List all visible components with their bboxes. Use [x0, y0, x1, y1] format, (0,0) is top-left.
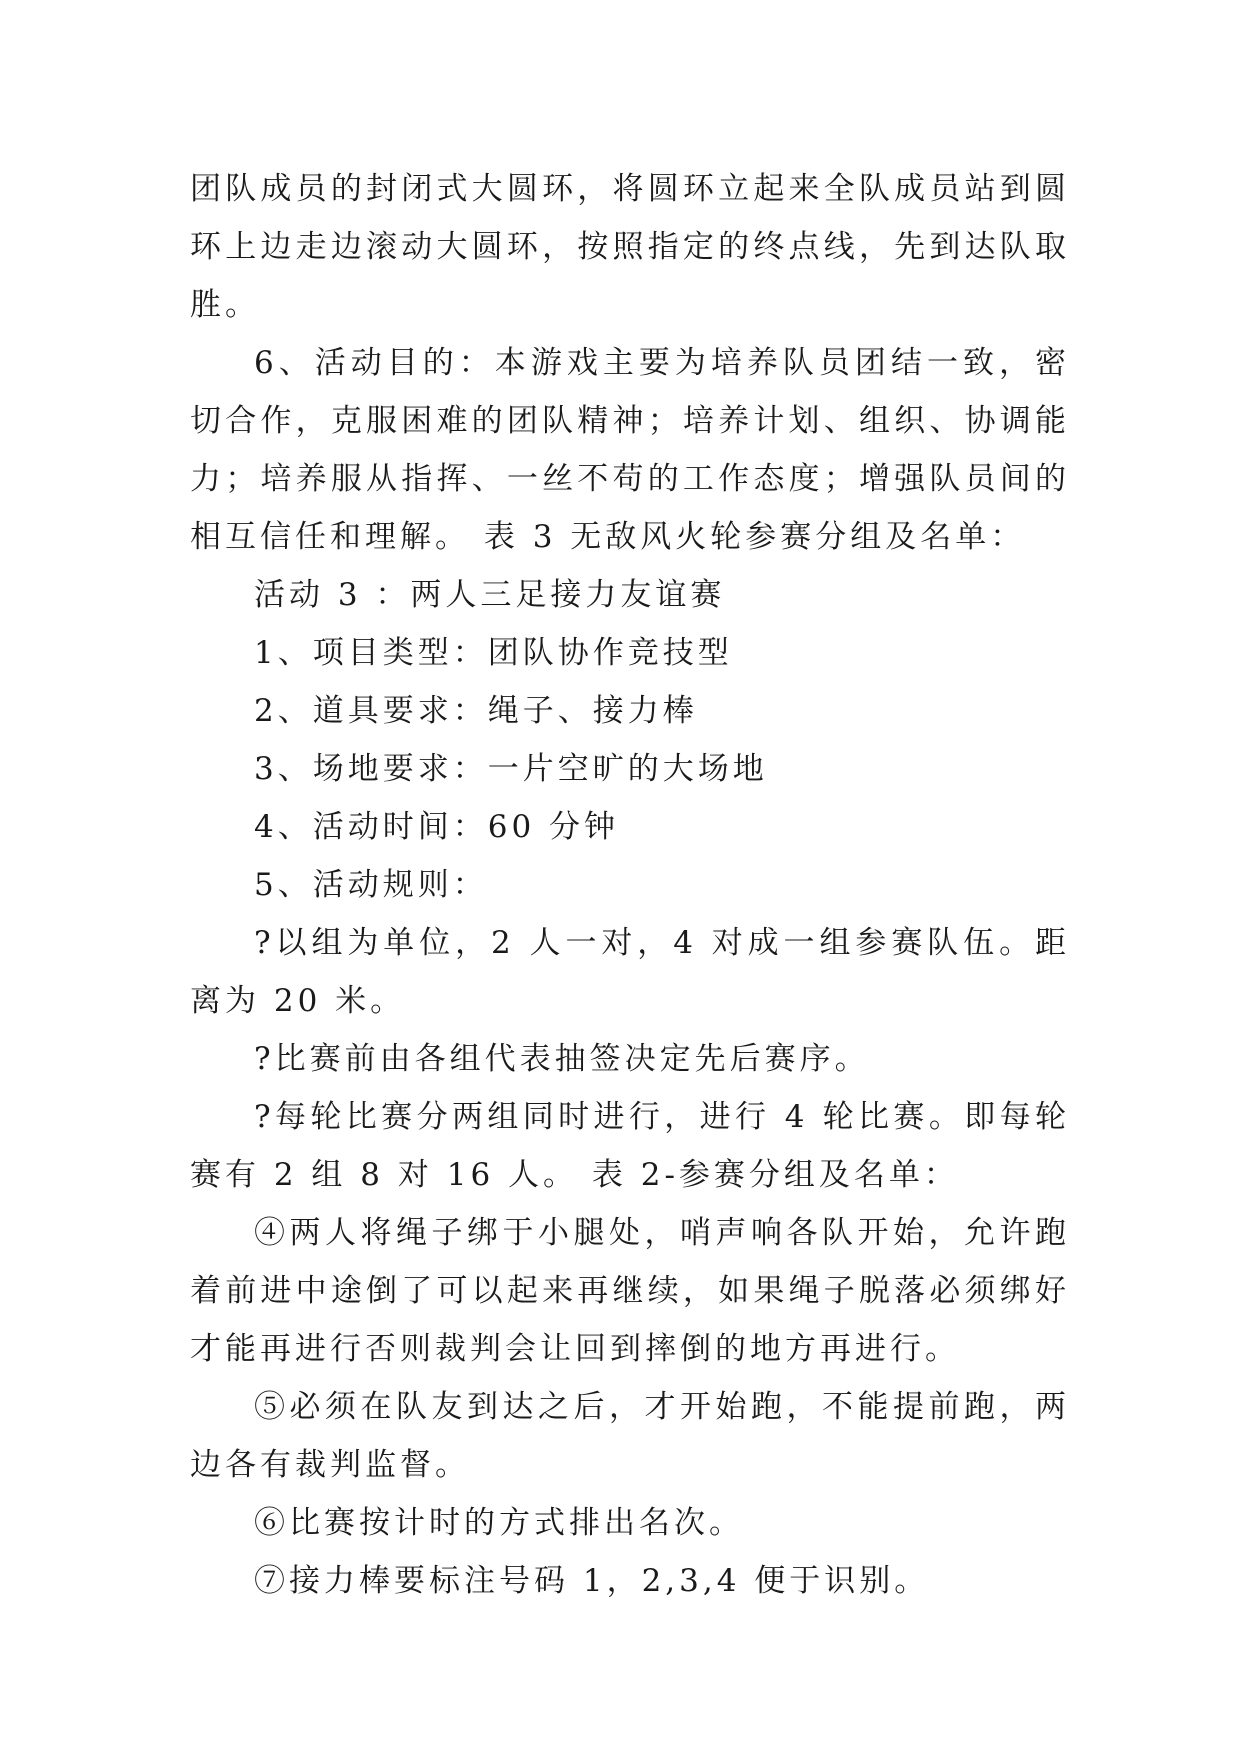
- paragraph-rule-2: ?比赛前由各组代表抽签决定先后赛序。: [254, 1041, 870, 1077]
- paragraph-rule-7: ⑦接力棒要标注号码 1，2,3,4 便于识别。: [254, 1563, 930, 1599]
- paragraph-1: 团队成员的封闭式大圆环，将圆环立起来全队成员站到圆环上边走边滚动大圆环，按照指定的终点线，先到达队取胜。: [190, 171, 1070, 323]
- paragraph-props: 2、道具要求：绳子、接力棒: [254, 693, 698, 729]
- document-body: [190, 160, 1070, 1610]
- paragraph-rule-1: ?以组为单位，2 人一对，4 对成一组参赛队伍。距离为 20 米。: [190, 925, 1070, 1019]
- paragraph-activity-3-title: 活动 3 ：两人三足接力友谊赛: [254, 577, 726, 613]
- paragraph-duration: 4、活动时间：60 分钟: [254, 809, 620, 845]
- paragraph-rule-3: ?每轮比赛分两组同时进行，进行 4 轮比赛。即每轮赛有 2 组 8 对 16 人。 表 2-参赛分组及名单：: [190, 1099, 1070, 1193]
- paragraph-activity-purpose: 6、活动目的：本游戏主要为培养队员团结一致，密切合作，克服困难的团队精神；培养计划、组织、协调能力；培养服从指挥、一丝不苟的工作态度；增强队员间的相互信任和理解。 表 3 无敌风火轮参赛分组及名单：: [190, 345, 1070, 555]
- paragraph-rules-heading: 5、活动规则：: [254, 867, 488, 903]
- paragraph-rule-5: ⑤必须在队友到达之后，才开始跑，不能提前跑，两边各有裁判监督。: [190, 1389, 1070, 1483]
- paragraph-project-type: 1、项目类型：团队协作竞技型: [254, 635, 733, 671]
- paragraph-rule-4: ④两人将绳子绑于小腿处，哨声响各队开始，允许跑着前进中途倒了可以起来再继续，如果绳子脱落必须绑好才能再进行否则裁判会让回到摔倒的地方再进行。: [190, 1215, 1070, 1367]
- paragraph-rule-6: ⑥比赛按计时的方式排出名次。: [254, 1505, 744, 1541]
- paragraph-venue: 3、场地要求：一片空旷的大场地: [254, 751, 768, 787]
